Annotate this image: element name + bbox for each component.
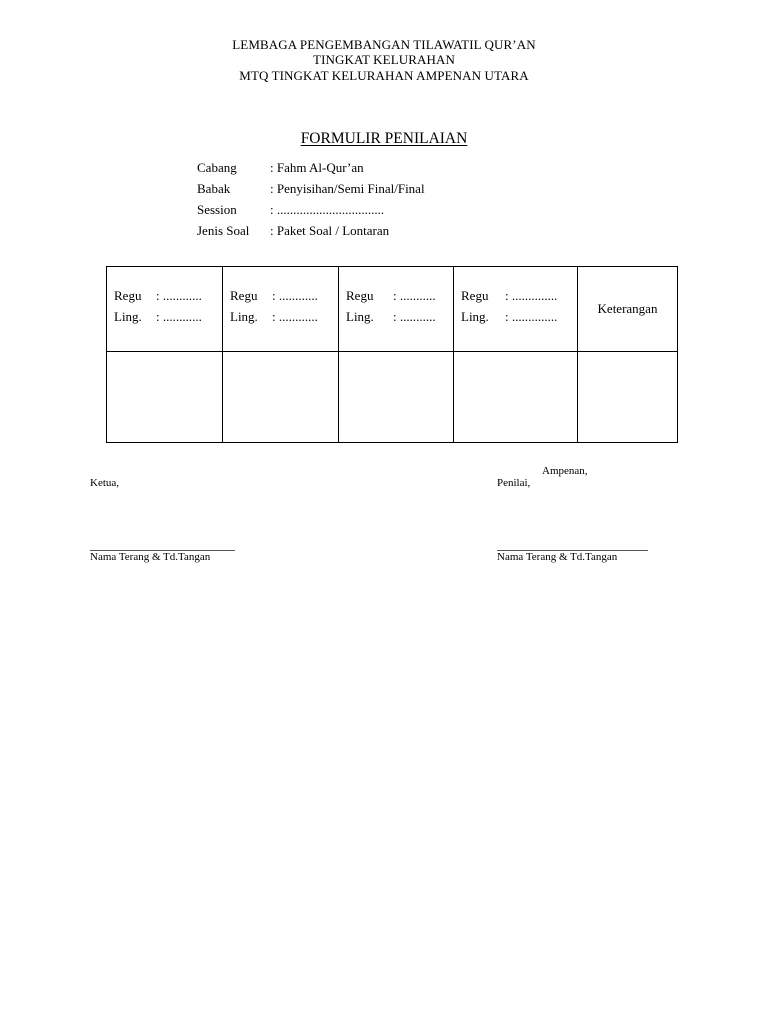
table-score-row [107, 352, 678, 443]
regu-line [230, 288, 318, 304]
penilai-label: Penilai, [497, 477, 531, 489]
ling-label: Ling. [114, 309, 142, 324]
keterangan-cell[interactable] [578, 352, 678, 443]
header-institution: LEMBAGA PENGEMBANGAN TILAWATIL QUR’AN [232, 37, 536, 52]
info-label-babak: Babak [197, 181, 231, 196]
score-table [106, 266, 678, 443]
form-title: FORMULIR PENILAIAN [300, 130, 468, 147]
regu-value: : ............ [156, 288, 202, 303]
ling-label: Ling. [346, 309, 374, 324]
info-label-session: Session [197, 202, 237, 217]
info-label-jenis-soal: Jenis Soal [197, 223, 250, 238]
score-cell-1[interactable] [107, 352, 223, 443]
team-cell-2 [223, 267, 339, 352]
score-cell-2[interactable] [223, 352, 339, 443]
regu-value: : .............. [505, 288, 558, 303]
ling-value: : .............. [505, 309, 558, 324]
keterangan-header: Keterangan [578, 267, 678, 352]
ling-line [461, 309, 557, 325]
team-cell-1 [107, 267, 223, 352]
ling-label: Ling. [230, 309, 258, 324]
team-cell-3 [339, 267, 454, 352]
regu-label: Regu [461, 288, 489, 303]
ling-value: : ............ [272, 309, 318, 324]
info-value-jenis-soal: : Paket Soal / Lontaran [270, 223, 390, 238]
regu-value: : ............ [272, 288, 318, 303]
penilai-name-caption: Nama Terang & Td.Tangan [497, 551, 618, 563]
ling-line [114, 309, 202, 325]
header-level: TINGKAT KELURAHAN [313, 52, 455, 67]
info-value-cabang: : Fahm Al-Qur’an [270, 160, 364, 175]
regu-line [461, 288, 557, 304]
regu-line [346, 288, 436, 304]
ling-line [230, 309, 318, 325]
info-value-session: : ................................. [270, 202, 385, 217]
ling-line [346, 309, 436, 325]
ling-label: Ling. [461, 309, 489, 324]
ling-value: : ............ [156, 309, 202, 324]
score-cell-4[interactable] [454, 352, 578, 443]
ling-value: : ........... [393, 309, 436, 324]
info-label-cabang: Cabang [197, 160, 237, 175]
table-header-row [107, 267, 678, 352]
header-event: MTQ TINGKAT KELURAHAN AMPENAN UTARA [239, 68, 529, 83]
ketua-label: Ketua, [90, 477, 120, 489]
team-cell-4 [454, 267, 578, 352]
ketua-name-caption: Nama Terang & Td.Tangan [90, 551, 211, 563]
score-cell-3[interactable] [339, 352, 454, 443]
place-text: Ampenan, [542, 465, 588, 477]
regu-line [114, 288, 202, 304]
regu-label: Regu [230, 288, 258, 303]
regu-value: : ........... [393, 288, 436, 303]
info-value-babak: : Penyisihan/Semi Final/Final [270, 181, 425, 196]
regu-label: Regu [346, 288, 374, 303]
regu-label: Regu [114, 288, 142, 303]
